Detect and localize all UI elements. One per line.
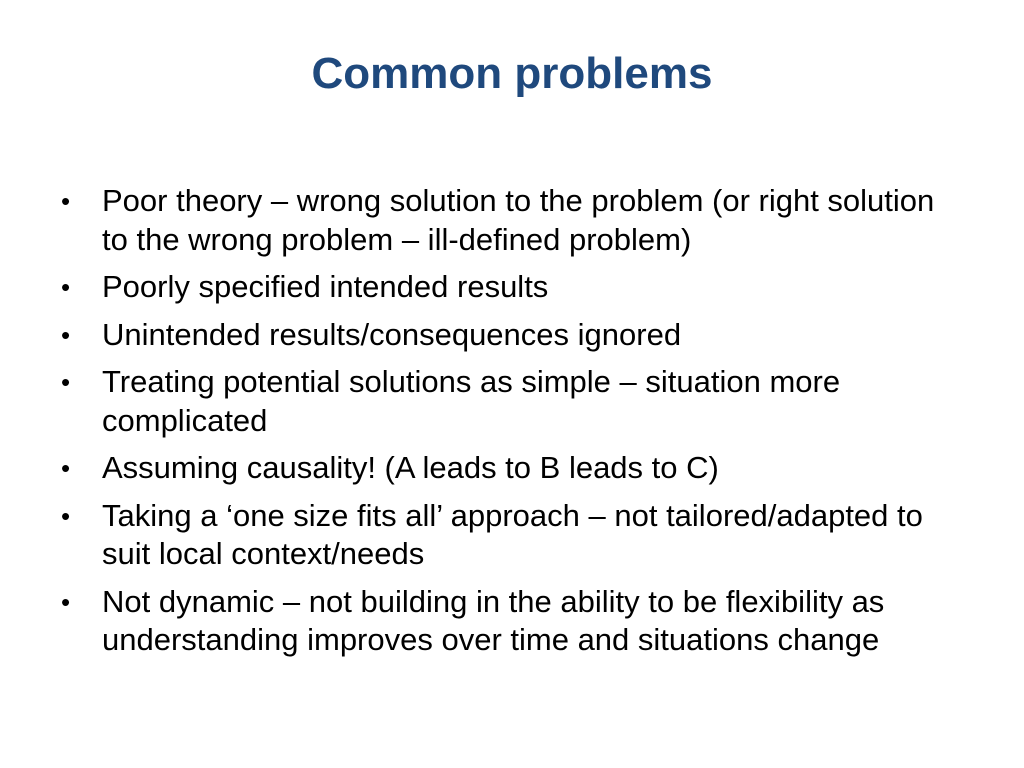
slide-title: Common problems — [311, 49, 713, 98]
bullet-icon: • — [61, 500, 71, 531]
list-item — [60, 363, 940, 440]
bullet-icon: • — [61, 186, 71, 216]
bullet-icon: • — [61, 367, 71, 397]
bullet-text: Taking a ‘one size fits all’ approach – not tailored/adapted to suit local context/needs — [102, 497, 923, 571]
bullet-icon: • — [61, 272, 71, 302]
bullet-icon: • — [61, 586, 71, 617]
list-item — [60, 316, 940, 355]
bullet-text: Poor theory – wrong solution to the problem (or right solution to the wrong problem – ill-defined problem) — [102, 183, 935, 257]
list-item — [60, 268, 940, 307]
list-item — [60, 583, 940, 660]
bullet-icon: • — [61, 453, 71, 483]
list-item — [60, 449, 940, 488]
bullet-text: Not dynamic – not building in the ability to be flexibility as understanding improves over time and situations change — [102, 583, 885, 657]
bullet-text: Poorly specified intended results — [102, 269, 549, 304]
list-item — [60, 182, 940, 259]
bullet-icon: • — [61, 319, 71, 350]
bullet-list — [60, 182, 940, 669]
bullet-text: Treating potential solutions as simple – situation more complicated — [102, 364, 841, 438]
bullet-text: Assuming causality! (A leads to B leads to C) — [102, 450, 719, 485]
bullet-text: Unintended results/consequences ignored — [102, 316, 682, 352]
list-item — [60, 497, 940, 574]
